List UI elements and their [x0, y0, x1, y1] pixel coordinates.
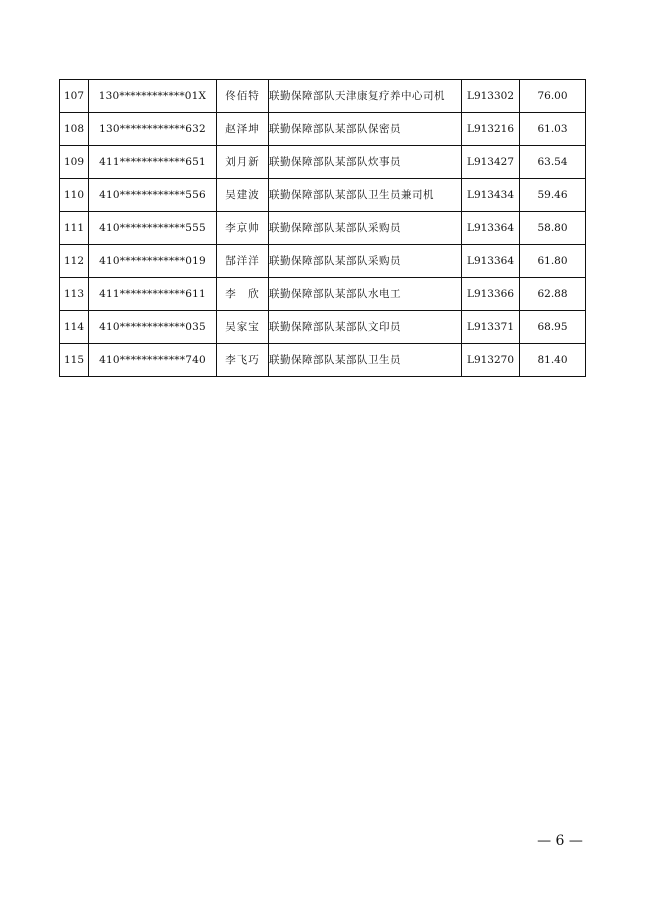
score-cell: 63.54: [520, 146, 586, 179]
name-cell: 郜洋洋: [217, 245, 269, 278]
table-row: [60, 146, 586, 179]
table-row: [60, 245, 586, 278]
id-number-cell: 410************035: [89, 311, 217, 344]
table-row: [60, 278, 586, 311]
row-number-cell: 110: [60, 179, 89, 212]
position-code-cell: L913270: [462, 344, 520, 377]
position-code-cell: L913434: [462, 179, 520, 212]
name-cell: 李飞巧: [217, 344, 269, 377]
id-number-cell: 130************01X: [89, 80, 217, 113]
name-cell: 佟佰特: [217, 80, 269, 113]
row-number-cell: 113: [60, 278, 89, 311]
position-code-cell: L913371: [462, 311, 520, 344]
roster-table-body: [60, 80, 586, 377]
name-cell: 李 欣: [217, 278, 269, 311]
score-cell: 61.03: [520, 113, 586, 146]
name-cell: 吴建波: [217, 179, 269, 212]
row-number-cell: 115: [60, 344, 89, 377]
row-number-cell: 108: [60, 113, 89, 146]
name-cell: 赵泽坤: [217, 113, 269, 146]
unit-position-cell: 联勤保障部队某部队卫生员: [269, 344, 462, 377]
row-number-cell: 111: [60, 212, 89, 245]
roster-table: [59, 79, 586, 377]
score-cell: 68.95: [520, 311, 586, 344]
unit-position-cell: 联勤保障部队某部队保密员: [269, 113, 462, 146]
unit-position-cell: 联勤保障部队天津康复疗养中心司机: [269, 80, 462, 113]
position-code-cell: L913364: [462, 245, 520, 278]
score-cell: 81.40: [520, 344, 586, 377]
id-number-cell: 410************556: [89, 179, 217, 212]
name-cell: 吴家宝: [217, 311, 269, 344]
page-number: — 6 —: [537, 833, 583, 849]
unit-position-cell: 联勤保障部队某部队炊事员: [269, 146, 462, 179]
score-cell: 59.46: [520, 179, 586, 212]
score-cell: 58.80: [520, 212, 586, 245]
id-number-cell: 410************740: [89, 344, 217, 377]
score-cell: 76.00: [520, 80, 586, 113]
position-code-cell: L913427: [462, 146, 520, 179]
table-row: [60, 179, 586, 212]
position-code-cell: L913216: [462, 113, 520, 146]
unit-position-cell: 联勤保障部队某部队文印员: [269, 311, 462, 344]
score-cell: 61.80: [520, 245, 586, 278]
unit-position-cell: 联勤保障部队某部队采购员: [269, 212, 462, 245]
position-code-cell: L913366: [462, 278, 520, 311]
row-number-cell: 112: [60, 245, 89, 278]
position-code-cell: L913364: [462, 212, 520, 245]
table-row: [60, 212, 586, 245]
row-number-cell: 109: [60, 146, 89, 179]
name-cell: 刘月新: [217, 146, 269, 179]
id-number-cell: 410************555: [89, 212, 217, 245]
name-cell: 李京帅: [217, 212, 269, 245]
id-number-cell: 411************611: [89, 278, 217, 311]
unit-position-cell: 联勤保障部队某部队采购员: [269, 245, 462, 278]
table-row: [60, 80, 586, 113]
unit-position-cell: 联勤保障部队某部队卫生员兼司机: [269, 179, 462, 212]
table-row: [60, 344, 586, 377]
score-cell: 62.88: [520, 278, 586, 311]
id-number-cell: 411************651: [89, 146, 217, 179]
position-code-cell: L913302: [462, 80, 520, 113]
id-number-cell: 410************019: [89, 245, 217, 278]
table-row: [60, 113, 586, 146]
id-number-cell: 130************632: [89, 113, 217, 146]
row-number-cell: 114: [60, 311, 89, 344]
row-number-cell: 107: [60, 80, 89, 113]
table-row: [60, 311, 586, 344]
unit-position-cell: 联勤保障部队某部队水电工: [269, 278, 462, 311]
